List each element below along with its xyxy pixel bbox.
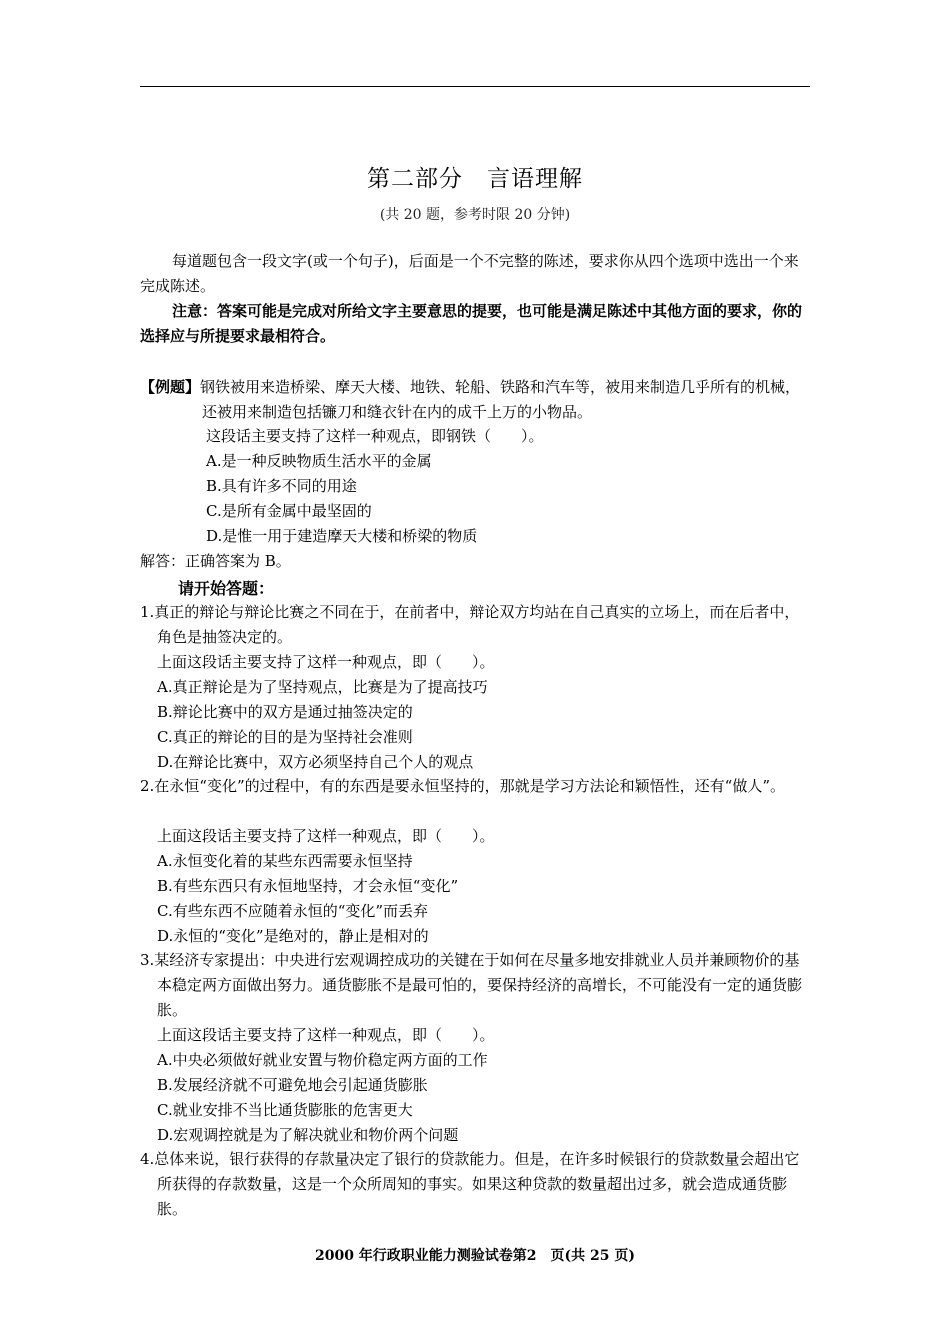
question-2-option-c: C.有些东西不应随着永恒的“变化”而丢弃 bbox=[157, 902, 429, 920]
section-subtitle: (共 20 题，参考时限 20 分钟) bbox=[379, 207, 571, 223]
example-option-c: C.是所有金属中最坚固的 bbox=[206, 502, 372, 520]
question-3-option-d: D.宏观调控就是为了解决就业和物价两个问题 bbox=[157, 1126, 459, 1144]
question-1-prompt: 上面这段话主要支持了这样一种观点，即（ ）。 bbox=[157, 653, 495, 671]
question-3-prompt: 上面这段话主要支持了这样一种观点，即（ ）。 bbox=[157, 1026, 495, 1044]
example-text: 【例题】钢铁被用来造桥梁、摩天大楼、地铁、轮船、铁路和汽车等，被用来制造几乎所有的机械，还被用来制造包括镰刀和缝衣针在内的成千上万的小物品。 bbox=[140, 378, 801, 421]
question-2-text: 2.在永恒“变化”的过程中，有的东西是要永恒坚持的，那就是学习方法论和颖悟性，还有“做人”。 bbox=[140, 777, 785, 795]
example-label: 【例题】 bbox=[140, 378, 201, 396]
question-3-text: 3.某经济专家提出：中央进行宏观调控成功的关键在于如何在尽量多地安排就业人员并兼顾物价的基本稳定两方面做出努力。通货膨胀不是最可怕的，要保持经济的高增长，不可能没有一定的通货膨胀。 bbox=[140, 951, 803, 1019]
question-1-option-d: D.在辩论比赛中，双方必须坚持自己个人的观点 bbox=[157, 753, 474, 771]
question-3-option-c: C.就业安排不当比通货膨胀的危害更大 bbox=[157, 1101, 413, 1119]
question-2-prompt: 上面这段话主要支持了这样一种观点，即（ ）。 bbox=[157, 827, 495, 845]
example-prompt: 这段话主要支持了这样一种观点，即钢铁（ ）。 bbox=[206, 427, 544, 445]
question-2-option-a: A.永恒变化着的某些东西需要永恒坚持 bbox=[157, 852, 413, 870]
question-3-option-a: A.中央必须做好就业安置与物价稳定两方面的工作 bbox=[157, 1051, 488, 1069]
start-label: 请开始答题： bbox=[178, 579, 275, 598]
question-1-text: 1.真正的辩论与辩论比赛之不同在于，在前者中，辩论双方均站在自己真实的立场上，而在后者中，角色是抽签决定的。 bbox=[140, 603, 800, 646]
question-1-option-b: B.辩论比赛中的双方是通过抽签决定的 bbox=[157, 703, 413, 721]
example-option-a: A.是一种反映物质生活水平的金属 bbox=[206, 452, 432, 470]
header-rule bbox=[140, 86, 810, 87]
question-3-option-b: B.发展经济就不可避免地会引起通货膨胀 bbox=[157, 1076, 428, 1094]
page-footer: 2000 年行政职业能力测验试卷第2 页(共 25 页) bbox=[314, 1248, 636, 1264]
instructions: 每道题包含一段文字(或一个句子)，后面是一个不完整的陈述，要求你从四个选项中选出一个来完成陈述。 bbox=[140, 252, 799, 295]
question-4-text: 4.总体来说，银行获得的存款量决定了银行的贷款能力。但是，在许多时候银行的贷款数量会超出它所获得的存款数量，这是一个众所周知的事实。如果这种贷款的数量超出过多，就会造成通货膨胀。 bbox=[140, 1150, 800, 1218]
example-answer: 解答：正确答案为 B。 bbox=[140, 552, 291, 570]
question-1-option-c: C.真正的辩论的目的是为坚持社会准则 bbox=[157, 728, 413, 746]
example-option-b: B.具有许多不同的用途 bbox=[206, 477, 357, 495]
note: 注意：答案可能是完成对所给文字主要意思的提要，也可能是满足陈述中其他方面的要求，你的选择应与所提要求最相符合。 bbox=[140, 302, 803, 345]
question-1-option-a: A.真正辩论是为了坚持观点，比赛是为了提高技巧 bbox=[157, 678, 488, 696]
example-option-d: D.是惟一用于建造摩天大楼和桥梁的物质 bbox=[206, 527, 478, 545]
question-2-option-b: B.有些东西只有永恒地坚持，才会永恒“变化” bbox=[157, 877, 459, 895]
question-2-option-d: D.永恒的“变化”是绝对的，静止是相对的 bbox=[157, 927, 429, 945]
section-title: 第二部分 言语理解 bbox=[367, 166, 583, 192]
